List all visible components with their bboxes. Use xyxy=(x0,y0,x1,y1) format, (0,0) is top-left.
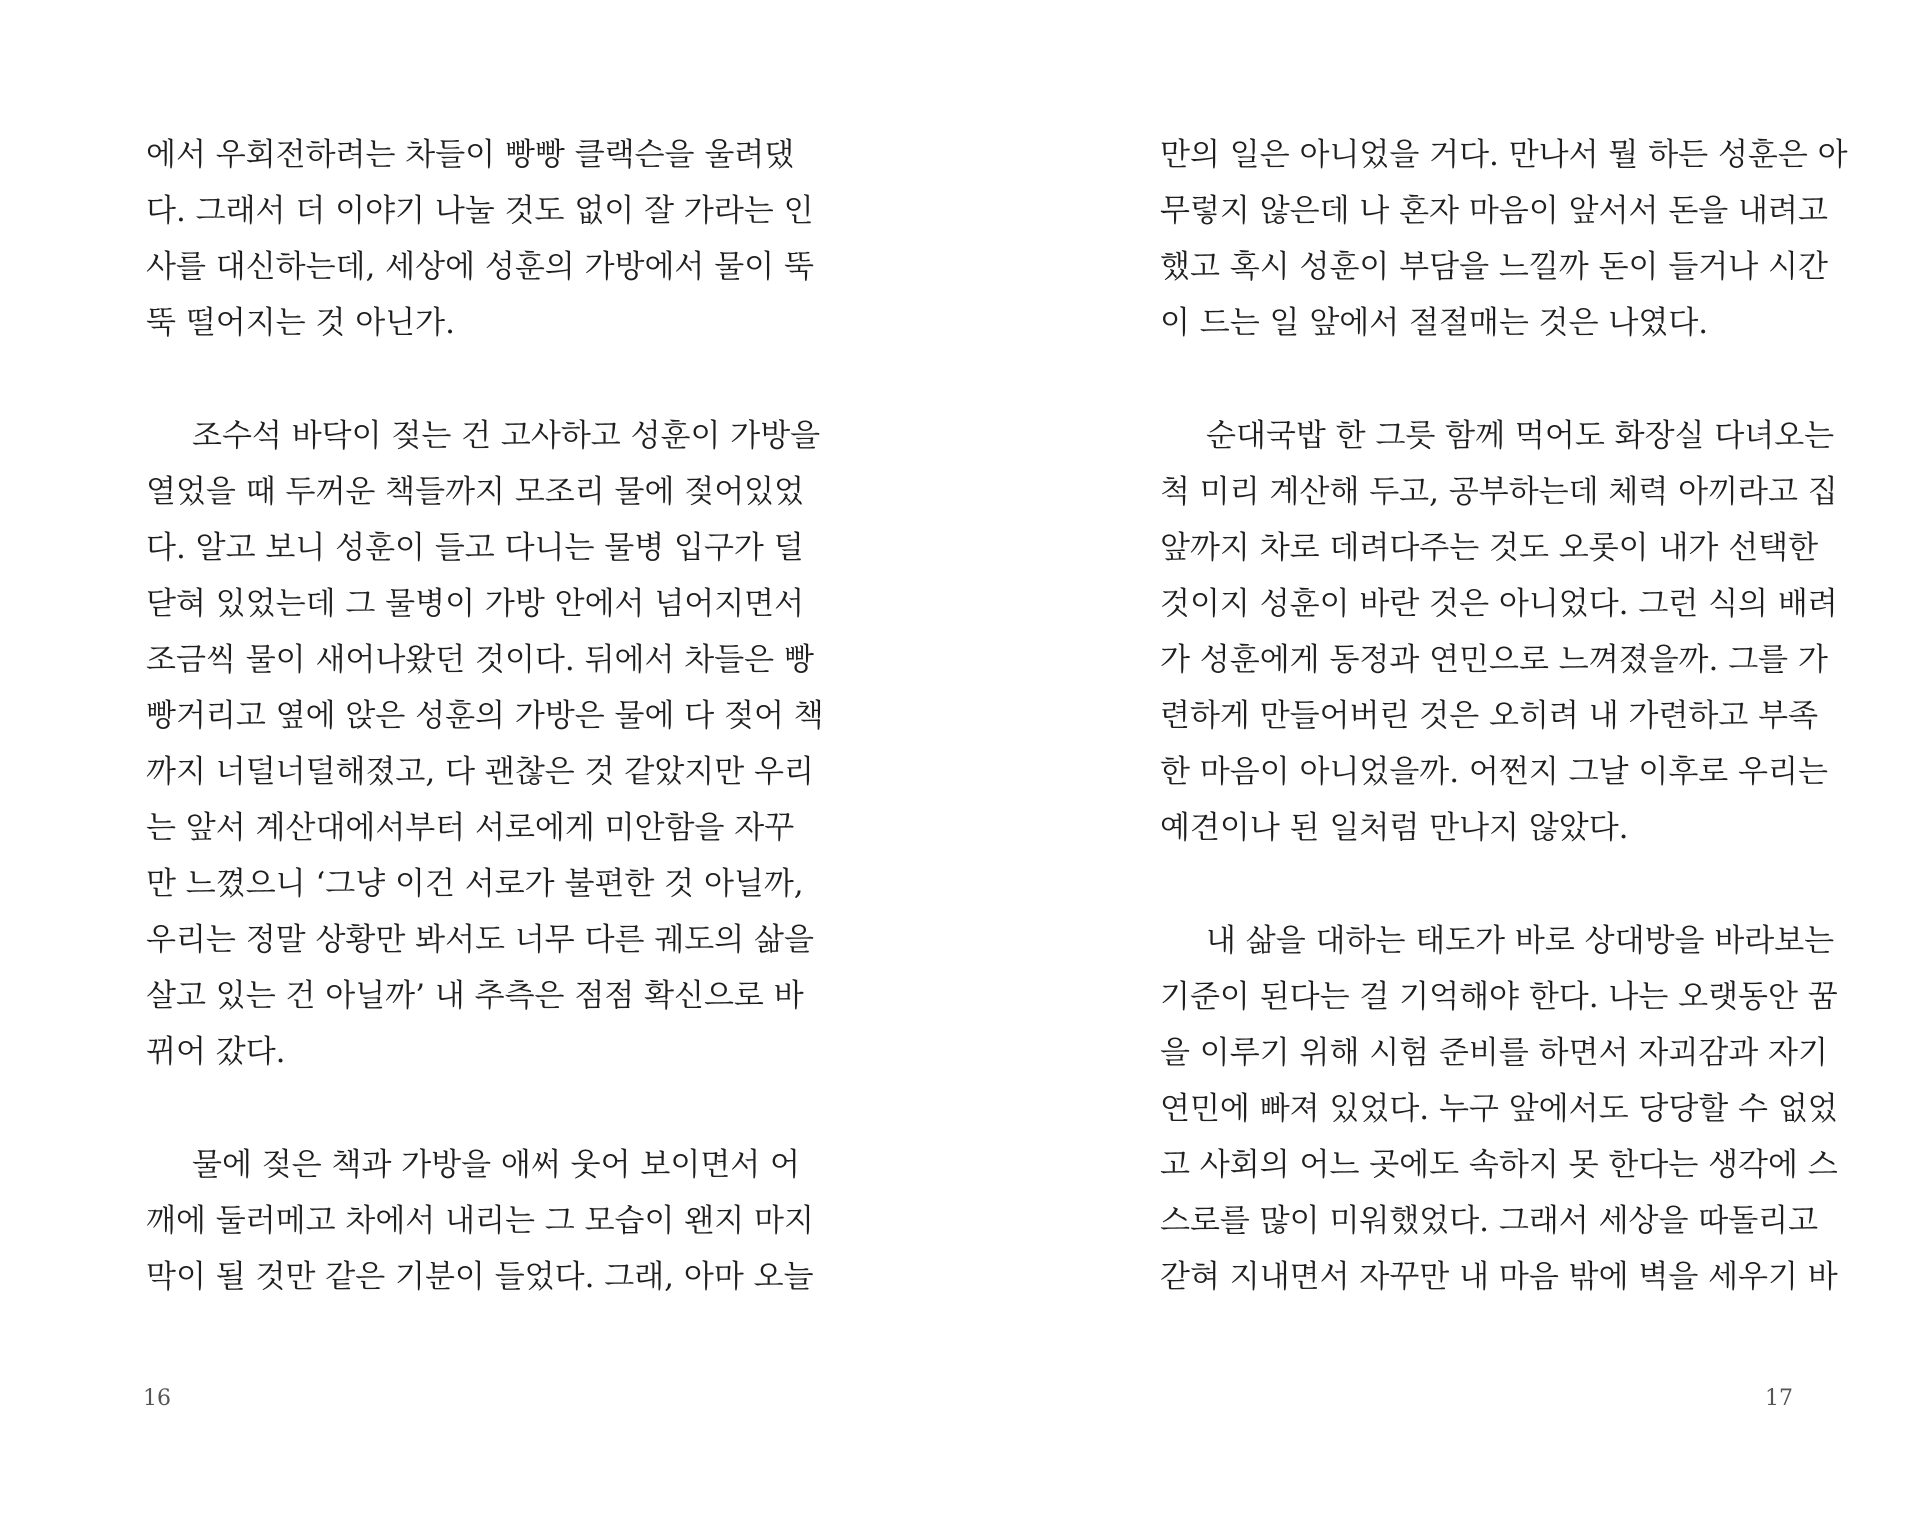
text-line: 만의 일은 아니었을 거다. 만나서 뭘 하든 성훈은 아 xyxy=(1160,137,1848,173)
text-line: 닫혀 있었는데 그 물병이 가방 안에서 넘어지면서 xyxy=(146,586,805,622)
text-line: 연민에 빠져 있었다. 누구 앞에서도 당당할 수 없었 xyxy=(1160,1091,1838,1127)
text-line: 사를 대신하는데, 세상에 성훈의 가방에서 물이 뚝 xyxy=(146,249,814,285)
text-line: 는 앞서 계산대에서부터 서로에게 미안함을 자꾸 xyxy=(146,810,795,846)
text-line: 것이지 성훈이 바란 것은 아니었다. 그런 식의 배려 xyxy=(1160,586,1838,622)
text-line: 뀌어 갔다. xyxy=(146,1034,286,1070)
paragraph-gap xyxy=(1160,856,1794,913)
right-page-body xyxy=(1160,127,1848,1305)
paragraph-gap xyxy=(146,1080,780,1137)
text-line: 조금씩 물이 새어나왔던 것이다. 뒤에서 차들은 빵 xyxy=(146,642,814,678)
right-page xyxy=(960,0,1920,1524)
paragraph-gap xyxy=(146,351,780,408)
text-line: 예견이나 된 일처럼 만나지 않았다. xyxy=(1160,810,1629,846)
text-line: 한 마음이 아니었을까. 어쩐지 그날 이후로 우리는 xyxy=(1160,754,1828,790)
text-line: 기준이 된다는 걸 기억해야 한다. 나는 오랫동안 꿈 xyxy=(1160,979,1838,1015)
text-line: 가 성훈에게 동정과 연민으로 느껴졌을까. 그를 가 xyxy=(1160,642,1828,678)
text-line: 갇혀 지내면서 자꾸만 내 마음 밖에 벽을 세우기 바 xyxy=(1160,1259,1838,1295)
text-line: 척 미리 계산해 두고, 공부하는데 체력 아끼라고 집 xyxy=(1160,474,1838,510)
text-line: 내 삶을 대하는 태도가 바로 상대방을 바라보는 xyxy=(1206,923,1835,959)
left-page-body xyxy=(146,127,824,1305)
text-line: 빵거리고 옆에 앉은 성훈의 가방은 물에 다 젖어 책 xyxy=(146,698,824,734)
text-line: 물에 젖은 책과 가방을 애써 웃어 보이면서 어 xyxy=(192,1147,801,1183)
text-line: 우리는 정말 상황만 봐서도 너무 다른 궤도의 삶을 xyxy=(146,922,814,958)
paragraph-gap xyxy=(1160,351,1794,408)
text-line: 을 이루기 위해 시험 준비를 하면서 자괴감과 자기 xyxy=(1160,1035,1828,1071)
text-line: 열었을 때 두꺼운 책들까지 모조리 물에 젖어있었 xyxy=(146,474,805,510)
text-line: 에서 우회전하려는 차들이 빵빵 클랙슨을 울려댔 xyxy=(146,137,795,173)
text-line: 순대국밥 한 그릇 함께 먹어도 화장실 다녀오는 xyxy=(1206,418,1835,454)
text-line: 깨에 둘러메고 차에서 내리는 그 모습이 왠지 마지 xyxy=(146,1203,814,1239)
text-line: 까지 너덜너덜해졌고, 다 괜찮은 것 같았지만 우리 xyxy=(146,754,814,790)
text-line: 련하게 만들어버린 것은 오히려 내 가련하고 부족 xyxy=(1160,698,1819,734)
page-number: 16 xyxy=(143,1386,171,1411)
text-line: 고 사회의 어느 곳에도 속하지 못 한다는 생각에 스 xyxy=(1160,1147,1838,1183)
text-line: 살고 있는 건 아닐까’ 내 추측은 점점 확신으로 바 xyxy=(146,978,804,1014)
text-line: 다. 알고 보니 성훈이 들고 다니는 물병 입구가 덜 xyxy=(146,530,804,566)
text-line: 막이 될 것만 같은 기분이 들었다. 그래, 아마 오늘 xyxy=(146,1259,814,1295)
text-line: 무렇지 않은데 나 혼자 마음이 앞서서 돈을 내려고 xyxy=(1160,193,1828,229)
text-line: 만 느꼈으니 ‘그냥 이건 서로가 불편한 것 아닐까, xyxy=(146,866,804,902)
text-line: 뚝 떨어지는 것 아닌가. xyxy=(146,305,455,341)
text-line: 이 드는 일 앞에서 절절매는 것은 나였다. xyxy=(1160,305,1709,341)
text-line: 조수석 바닥이 젖는 건 고사하고 성훈이 가방을 xyxy=(192,418,821,454)
text-line: 했고 혹시 성훈이 부담을 느낄까 돈이 들거나 시간 xyxy=(1160,249,1828,285)
text-line: 스로를 많이 미워했었다. 그래서 세상을 따돌리고 xyxy=(1160,1203,1819,1239)
page-number: 17 xyxy=(1765,1386,1793,1411)
text-line: 다. 그래서 더 이야기 나눌 것도 없이 잘 가라는 인 xyxy=(146,193,814,229)
text-line: 앞까지 차로 데려다주는 것도 오롯이 내가 선택한 xyxy=(1160,530,1819,566)
